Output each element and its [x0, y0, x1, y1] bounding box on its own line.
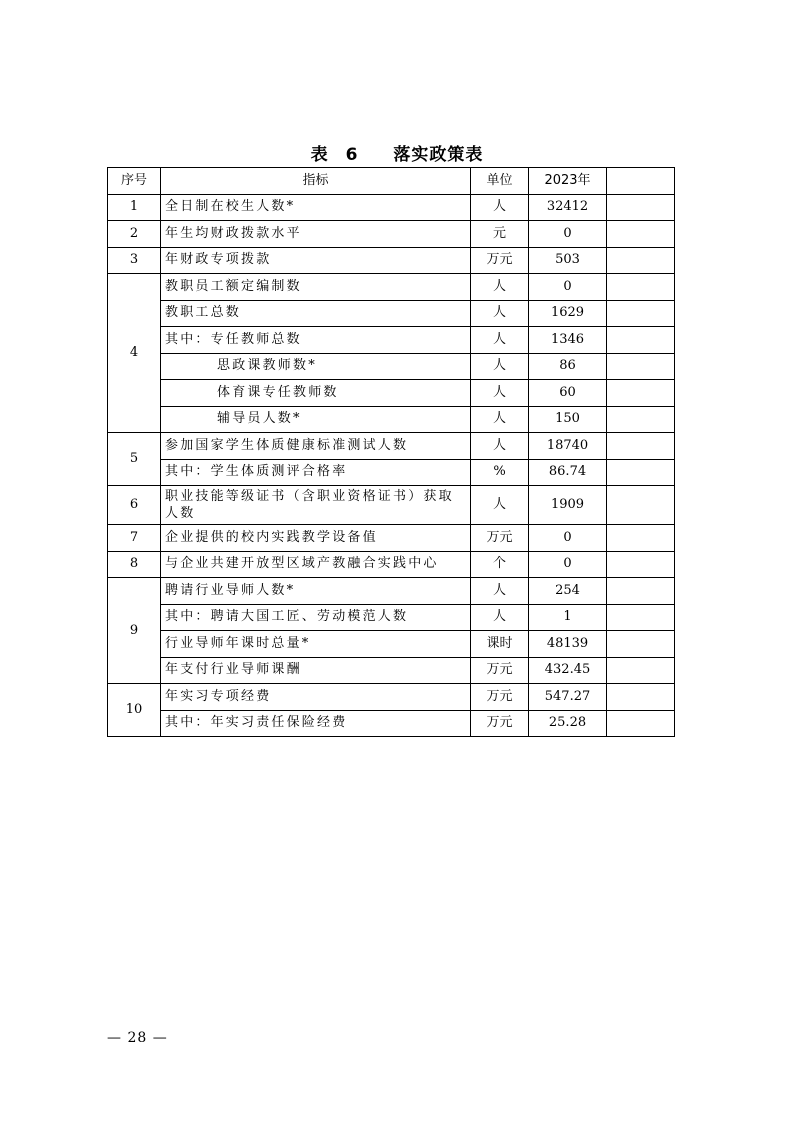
header-extra [607, 168, 675, 195]
row-unit: 个 [471, 551, 529, 578]
row-index: 8 [108, 551, 161, 578]
policy-table [107, 167, 675, 737]
row-unit: 人 [471, 406, 529, 433]
row-value: 32412 [529, 194, 607, 221]
table-row [108, 327, 675, 354]
table-row [108, 578, 675, 605]
row-unit: 人 [471, 353, 529, 380]
row-index: 7 [108, 525, 161, 552]
table-row [108, 406, 675, 433]
row-value: 48139 [529, 631, 607, 658]
header-unit: 单位 [471, 168, 529, 195]
table-title-number: 6 [345, 145, 359, 165]
row-unit: 人 [471, 433, 529, 460]
row-indicator: 年支付行业导师课酬 [161, 657, 471, 684]
row-value: 1909 [529, 486, 607, 525]
row-indicator: 年实习专项经费 [161, 684, 471, 711]
row-value: 254 [529, 578, 607, 605]
table-header-row [108, 168, 675, 195]
row-extra [607, 551, 675, 578]
table-row [108, 657, 675, 684]
row-indicator: 其中：专任教师总数 [161, 327, 471, 354]
row-unit: 万元 [471, 525, 529, 552]
table-row [108, 459, 675, 486]
row-value: 547.27 [529, 684, 607, 711]
row-extra [607, 194, 675, 221]
table-row [108, 221, 675, 248]
row-extra [607, 710, 675, 737]
row-indicator: 职业技能等级证书（含职业资格证书）获取人数 [161, 486, 471, 525]
row-unit: 人 [471, 578, 529, 605]
row-index: 2 [108, 221, 161, 248]
row-unit: 万元 [471, 710, 529, 737]
row-value: 60 [529, 380, 607, 407]
row-unit: 人 [471, 380, 529, 407]
row-extra [607, 578, 675, 605]
row-indicator: 其中：年实习责任保险经费 [161, 710, 471, 737]
row-unit: 万元 [471, 684, 529, 711]
table-row [108, 433, 675, 460]
row-value: 432.45 [529, 657, 607, 684]
row-extra [607, 631, 675, 658]
row-unit: 人 [471, 274, 529, 301]
row-unit: 课时 [471, 631, 529, 658]
row-unit: 万元 [471, 247, 529, 274]
table-row [108, 486, 675, 525]
row-value: 1 [529, 604, 607, 631]
row-unit: 人 [471, 300, 529, 327]
table-row [108, 604, 675, 631]
header-index: 序号 [108, 168, 161, 195]
table-row [108, 525, 675, 552]
row-index: 4 [108, 274, 161, 433]
row-value: 0 [529, 221, 607, 248]
row-indicator: 年生均财政拨款水平 [161, 221, 471, 248]
row-extra [607, 274, 675, 301]
row-value: 0 [529, 525, 607, 552]
row-extra [607, 247, 675, 274]
table-title [0, 140, 794, 165]
row-unit: 元 [471, 221, 529, 248]
row-extra [607, 525, 675, 552]
row-indicator: 辅导员人数* [161, 406, 471, 433]
row-value: 0 [529, 551, 607, 578]
row-indicator: 教职工总数 [161, 300, 471, 327]
row-extra [607, 657, 675, 684]
row-indicator: 企业提供的校内实践教学设备值 [161, 525, 471, 552]
row-extra [607, 684, 675, 711]
row-unit: 万元 [471, 657, 529, 684]
row-extra [607, 380, 675, 407]
table-row [108, 551, 675, 578]
row-extra [607, 406, 675, 433]
row-value: 1346 [529, 327, 607, 354]
row-extra [607, 433, 675, 460]
table-row [108, 194, 675, 221]
table-row [108, 631, 675, 658]
row-extra [607, 459, 675, 486]
row-indicator: 聘请行业导师人数* [161, 578, 471, 605]
row-value: 150 [529, 406, 607, 433]
row-indicator: 其中：学生体质测评合格率 [161, 459, 471, 486]
table-row [108, 353, 675, 380]
row-unit: 人 [471, 604, 529, 631]
row-value: 0 [529, 274, 607, 301]
row-index: 5 [108, 433, 161, 486]
row-indicator: 行业导师年课时总量* [161, 631, 471, 658]
table-row [108, 380, 675, 407]
row-unit: 人 [471, 194, 529, 221]
row-unit: 人 [471, 486, 529, 525]
row-extra [607, 353, 675, 380]
row-index: 1 [108, 194, 161, 221]
header-year: 2023年 [529, 168, 607, 195]
row-extra [607, 221, 675, 248]
row-indicator: 教职员工额定编制数 [161, 274, 471, 301]
row-unit: % [471, 459, 529, 486]
table-row [108, 710, 675, 737]
row-indicator: 全日制在校生人数* [161, 194, 471, 221]
table-title-prefix: 表 [310, 145, 329, 165]
row-index: 3 [108, 247, 161, 274]
table-title-text: 落实政策表 [393, 145, 484, 165]
row-unit: 人 [471, 327, 529, 354]
header-indicator: 指标 [161, 168, 471, 195]
row-indicator: 体育课专任教师数 [161, 380, 471, 407]
row-indicator: 思政课教师数* [161, 353, 471, 380]
row-value: 18740 [529, 433, 607, 460]
row-value: 503 [529, 247, 607, 274]
row-value: 86 [529, 353, 607, 380]
row-indicator: 与企业共建开放型区域产教融合实践中心 [161, 551, 471, 578]
row-index: 10 [108, 684, 161, 737]
row-extra [607, 486, 675, 525]
row-index: 6 [108, 486, 161, 525]
row-indicator: 其中：聘请大国工匠、劳动模范人数 [161, 604, 471, 631]
row-extra [607, 300, 675, 327]
page-number: — 28 — [107, 1030, 168, 1046]
row-extra [607, 327, 675, 354]
table-row [108, 247, 675, 274]
row-extra [607, 604, 675, 631]
table-row [108, 684, 675, 711]
row-indicator: 参加国家学生体质健康标准测试人数 [161, 433, 471, 460]
row-indicator: 年财政专项拨款 [161, 247, 471, 274]
row-index: 9 [108, 578, 161, 684]
row-value: 86.74 [529, 459, 607, 486]
row-value: 25.28 [529, 710, 607, 737]
table-row [108, 274, 675, 301]
table-row [108, 300, 675, 327]
row-value: 1629 [529, 300, 607, 327]
